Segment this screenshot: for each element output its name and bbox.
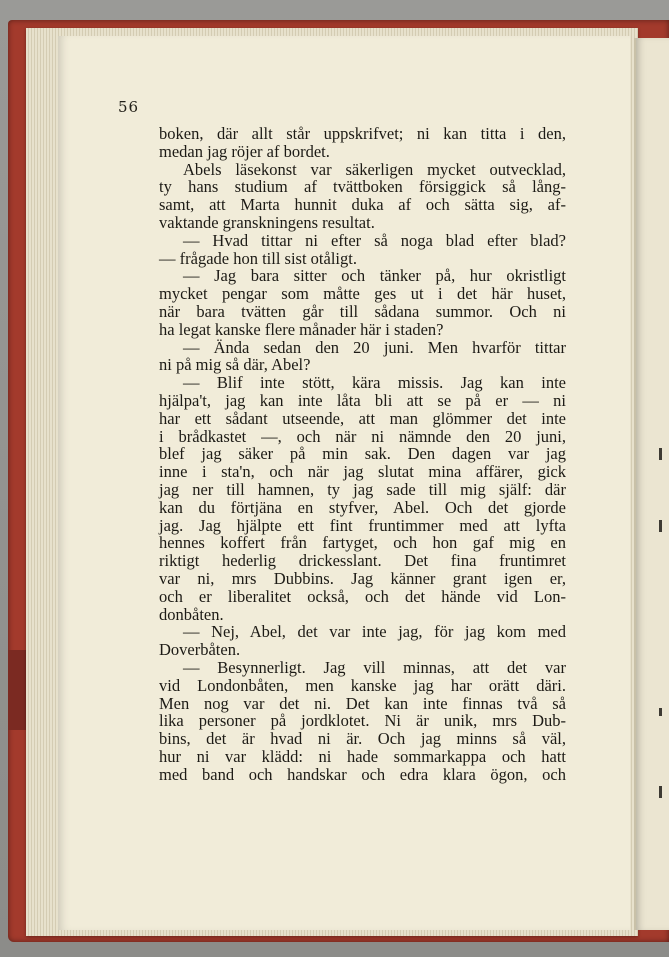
facing-page-mark bbox=[659, 708, 662, 716]
text-line: vid Londonbåten, men kanske jag har orätt däri. bbox=[159, 675, 566, 695]
text-line: donbåten. bbox=[159, 604, 224, 624]
text-line: Doverbåten. bbox=[159, 640, 241, 660]
text-line: vaktande granskningens resultat. bbox=[159, 212, 375, 232]
text-line: i brådkastet —, och när ni nämnde den 20 juni, bbox=[159, 426, 566, 446]
text-line: ha legat kanske flere månader här i staden? bbox=[159, 319, 444, 339]
text-line: lika personer på jordklotet. Ni är unik, mrs Dub- bbox=[159, 711, 566, 731]
text-line: blef jag säker på min sak. Den dagen var jag bbox=[159, 444, 566, 464]
text-line: riktigt hederlig drickesslant. Det fina fruntimret bbox=[159, 551, 566, 571]
text-line: var ni, mrs Dubbins. Jag känner grant igen er, bbox=[159, 568, 566, 588]
body-text bbox=[159, 125, 566, 783]
text-line: — Blif inte stött, kära missis. Jag kan inte bbox=[183, 373, 566, 393]
facing-page-mark bbox=[659, 786, 662, 798]
text-line: — frågade hon till sist otåligt. bbox=[159, 248, 357, 268]
text-line: medan jag röjer af bordet. bbox=[159, 141, 330, 161]
text-line: när bara tvätten går till sådana summor. Och ni bbox=[159, 301, 566, 321]
text-line: och er liberalitet också, och det hände vid Lon- bbox=[159, 586, 566, 606]
text-line: Abels läsekonst var säkerligen mycket outvecklad, bbox=[183, 159, 566, 179]
text-line: hur ni var klädd: ni hade sommarkappa och hatt bbox=[159, 746, 566, 766]
text-line: mycket pengar som måtte ges ut i det här huset, bbox=[159, 284, 566, 304]
text-line: kan du förtjäna en styfver, Abel. Och det gjorde bbox=[159, 497, 566, 517]
text-line: — Nej, Abel, det var inte jag, för jag kom med bbox=[183, 622, 566, 642]
text-line: ni på mig så där, Abel? bbox=[159, 355, 311, 375]
text-line: inne i sta'n, och när jag slutat mina affärer, gick bbox=[159, 462, 566, 482]
facing-page-mark bbox=[659, 520, 662, 532]
text-line: boken, där allt står uppskrifvet; ni kan titta i den, bbox=[159, 124, 566, 143]
text-line: har ett sådant utseende, att man glömmer det inte bbox=[159, 408, 566, 428]
text-line: — Ända sedan den 20 juni. Men hvarför tittar bbox=[183, 337, 566, 357]
text-line: jag ner till hamnen, ty jag sade till mig själf: där bbox=[159, 479, 566, 499]
page-number: 56 bbox=[118, 98, 140, 116]
text-line: med band och handskar och edra klara ögon, och bbox=[159, 764, 566, 784]
text-line: — Besynnerligt. Jag vill minnas, att det var bbox=[183, 657, 566, 677]
text-line: ty hans studium af tvättboken försiggick så lång- bbox=[159, 177, 566, 197]
text-line: bins, det är hvad ni är. Och jag minns så väl, bbox=[159, 729, 566, 749]
text-line: Men nog var det ni. Det kan inte finnas två så bbox=[159, 693, 566, 713]
facing-page bbox=[634, 38, 669, 930]
text-line: hjälpa't, jag kan inte låta bli att se på er — ni bbox=[159, 390, 566, 410]
text-line: samt, att Marta hunnit duka af och sätta sig, af- bbox=[159, 195, 566, 215]
text-line: — Hvad tittar ni efter så noga blad efter blad? bbox=[183, 230, 566, 250]
text-line: jag. Jag hjälpte ett fint fruntimmer med att lyfta bbox=[159, 515, 566, 535]
text-line: — Jag bara sitter och tänker på, hur okristligt bbox=[183, 266, 566, 286]
facing-page-mark bbox=[659, 448, 662, 460]
text-line: hennes koffert från fartyget, och hon gaf mig en bbox=[159, 533, 566, 553]
